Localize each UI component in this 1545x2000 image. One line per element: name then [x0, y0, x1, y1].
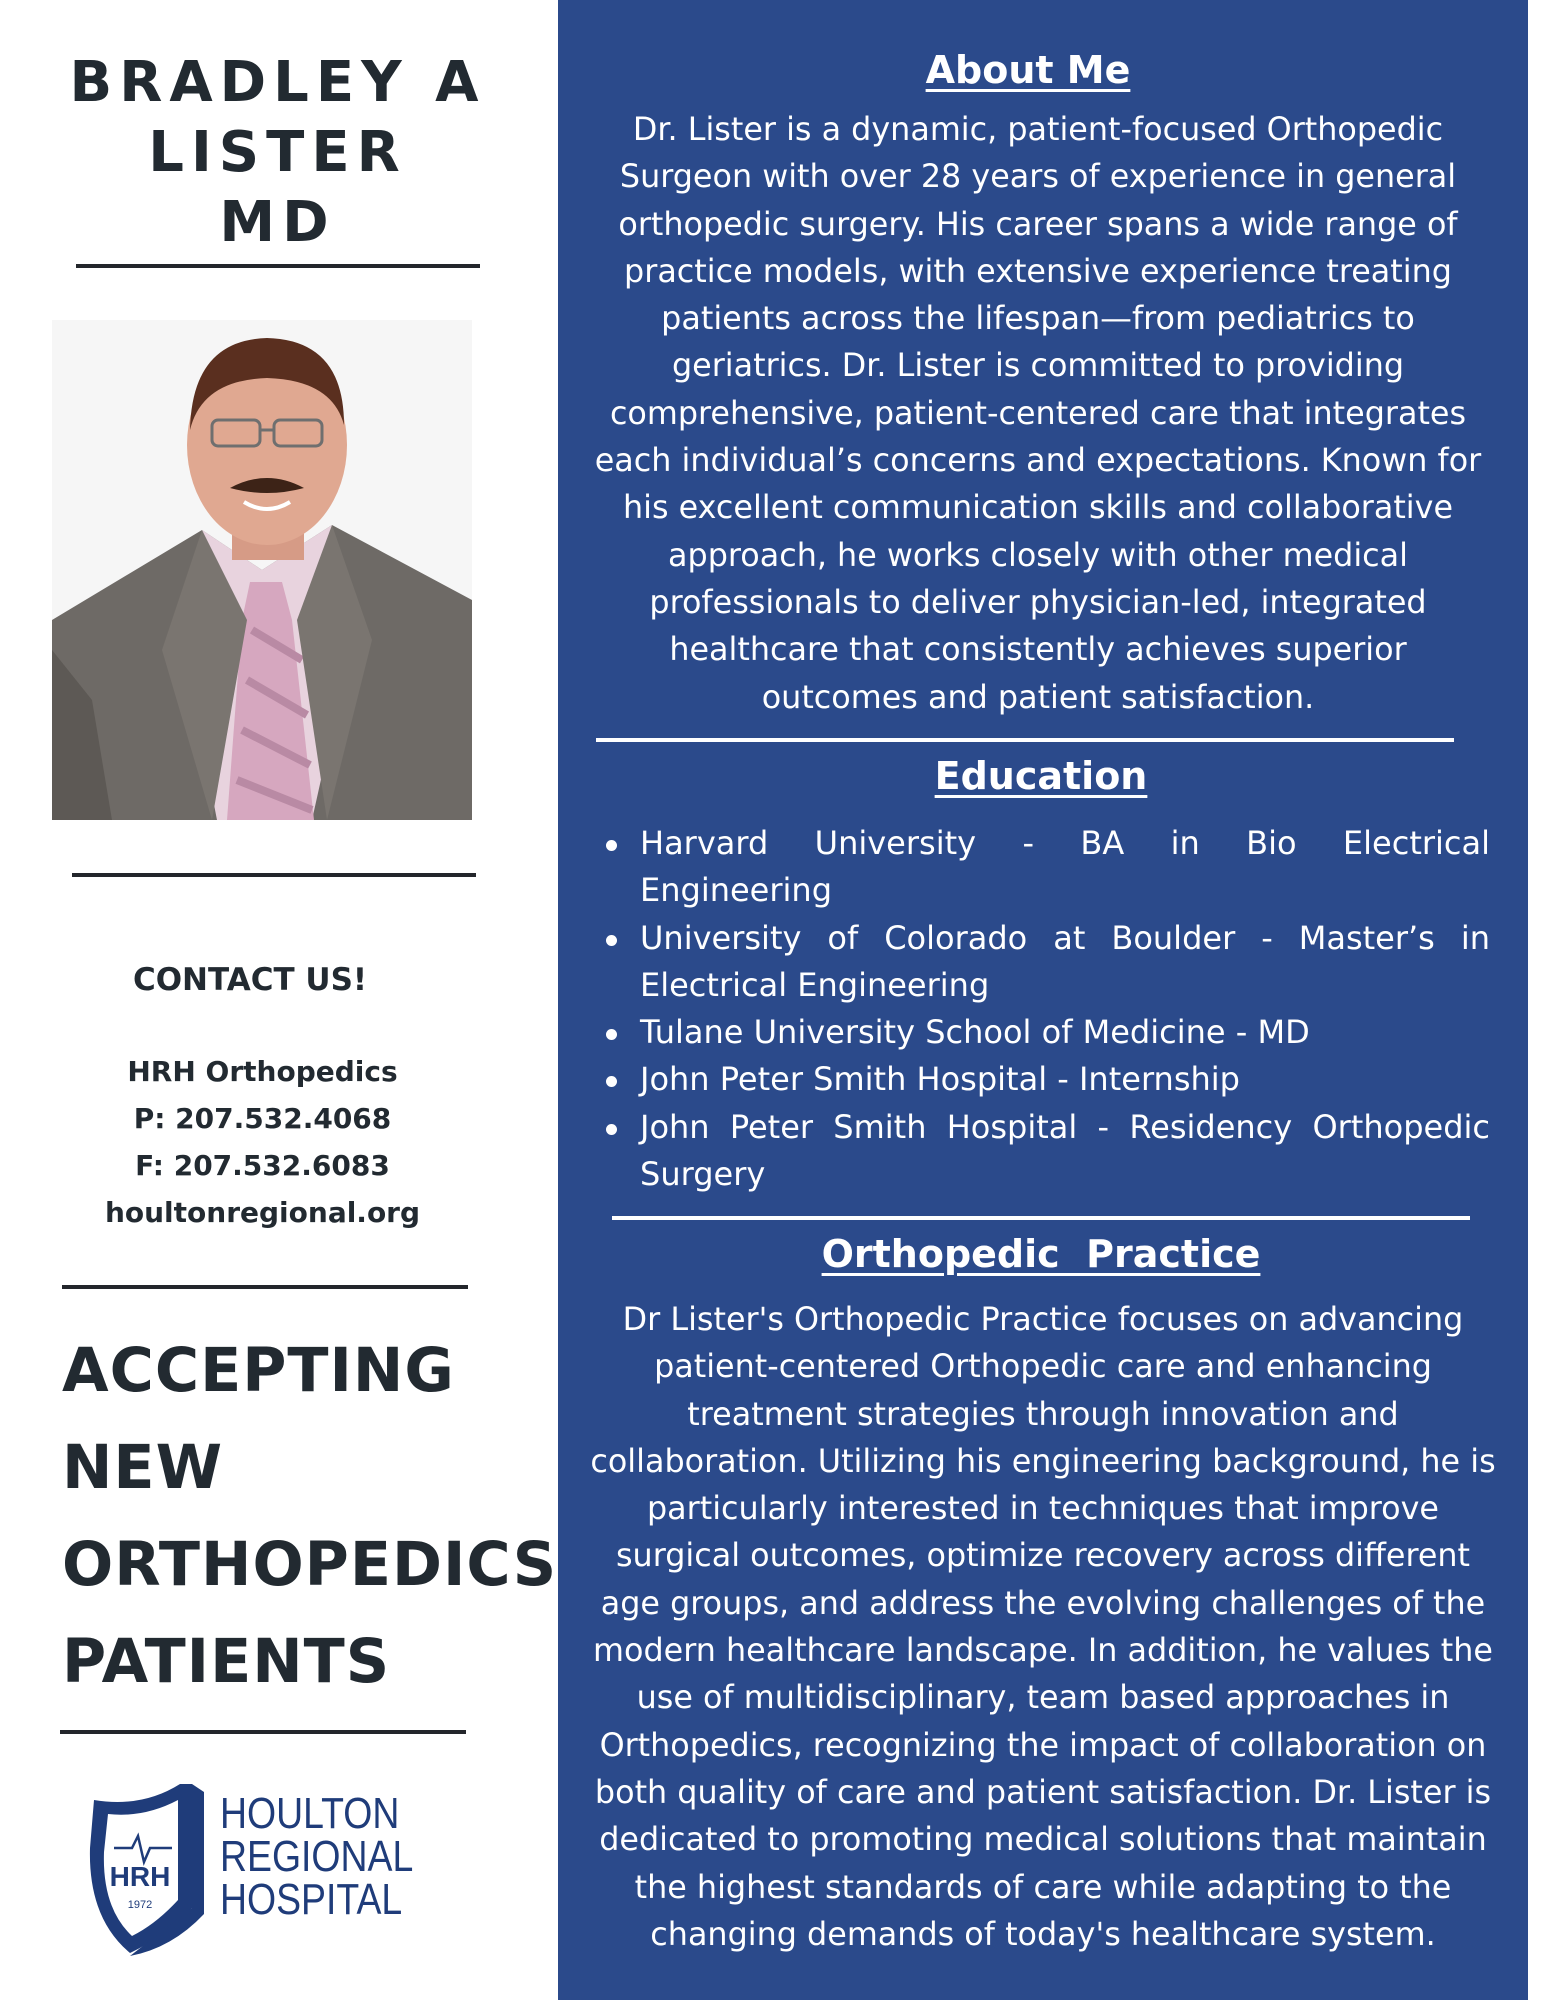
logo-line: HOSPITAL	[220, 1875, 403, 1924]
education-list	[600, 820, 1490, 1198]
divider	[60, 1730, 466, 1734]
practice-line: both quality of care and patient satisfaction. Dr. Lister is	[594, 1772, 1492, 1811]
doctor-name-line: MD	[219, 190, 336, 255]
logo-line: REGIONAL	[220, 1832, 414, 1881]
about-line: outcomes and patient satisfaction.	[761, 677, 1315, 716]
phone-number[interactable]: P: 207.532.4068	[133, 1102, 392, 1135]
practice-line: Dr Lister's Orthopedic Practice focuses on advancing	[622, 1300, 1464, 1338]
practice-text	[558, 1296, 1528, 1958]
about-line: his excellent communication skills and collaborative	[622, 488, 1454, 527]
education-line: Harvard University - BA in Bio Electrical	[640, 824, 1490, 862]
practice-line: age groups, and address the evolving challenges of the	[600, 1583, 1486, 1622]
education-item	[600, 1009, 1490, 1056]
divider	[596, 738, 1454, 742]
hospital-logo	[82, 1778, 442, 1958]
about-line: practice models, with extensive experience treating	[624, 251, 1452, 290]
svg-text:1972: 1972	[127, 1899, 153, 1911]
education-line: John Peter Smith Hospital - Internship	[640, 1060, 1240, 1099]
logo-line: HOULTON	[220, 1789, 400, 1838]
practice-line: treatment strategies through innovation and	[687, 1394, 1399, 1433]
contact-heading: CONTACT US!	[132, 962, 368, 998]
hospital-logo-text	[220, 1789, 414, 1924]
doctor-name-line: BRADLEY A	[69, 50, 486, 115]
organization-name: HRH Orthopedics	[127, 1055, 398, 1088]
education-title: Education	[934, 754, 1148, 798]
practice-line: the highest standards of care while adapting to the	[634, 1867, 1452, 1906]
about-line: geriatrics. Dr. Lister is committed to providing	[671, 346, 1405, 385]
doctor-name	[0, 48, 555, 258]
education-line: Engineering	[640, 871, 832, 910]
education-item	[600, 1104, 1490, 1199]
practice-line: collaboration. Utilizing his engineering background, he is	[590, 1441, 1496, 1480]
education-item	[600, 820, 1490, 915]
education-line: Tulane University School of Medicine - MD	[640, 1013, 1310, 1052]
portrait-illustration	[52, 320, 472, 820]
doctor-name-line: LISTER	[148, 120, 407, 185]
education-line: University of Colorado at Boulder - Master’s in	[640, 918, 1490, 957]
about-line: Dr. Lister is a dynamic, patient-focused Orthopedic	[632, 110, 1444, 148]
about-text	[558, 106, 1518, 721]
practice-line: patient-centered Orthopedic care and enhancing	[654, 1347, 1432, 1386]
practice-title: Orthopedic Practice	[821, 1232, 1261, 1276]
practice-line: dedicated to promoting medical solutions that maintain	[599, 1820, 1487, 1859]
about-line: professionals to deliver physician-led, integrated	[649, 582, 1427, 621]
about-line: healthcare that consistently achieves superior	[669, 630, 1407, 669]
education-item	[600, 1056, 1490, 1103]
about-title: About Me	[925, 48, 1131, 92]
svg-text:HRH: HRH	[109, 1861, 171, 1892]
banner-line: ACCEPTING	[62, 1335, 455, 1406]
doctor-photo	[52, 320, 472, 820]
practice-line: Orthopedics, recognizing the impact of collaboration on	[599, 1725, 1487, 1764]
about-line: approach, he works closely with other medical	[668, 535, 1408, 574]
education-line: John Peter Smith Hospital - Residency Orthopedic	[640, 1107, 1490, 1146]
contact-info	[40, 1048, 485, 1236]
practice-line: surgical outcomes, optimize recovery across different	[615, 1536, 1471, 1575]
left-column	[0, 0, 558, 2000]
practice-line: particularly interested in techniques that improve	[646, 1489, 1439, 1528]
about-line: patients across the lifespan—from pediatrics to	[661, 299, 1415, 338]
education-item	[600, 915, 1490, 1010]
education-line: Electrical Engineering	[640, 965, 990, 1004]
banner-line: ORTHOPEDICS	[62, 1529, 558, 1600]
practice-line: use of multidisciplinary, team based approaches in	[636, 1678, 1450, 1717]
banner-line: NEW	[62, 1432, 224, 1503]
about-line: Surgeon with over 28 years of experience in general	[619, 157, 1457, 196]
website-link[interactable]: houltonregional.org	[104, 1196, 421, 1229]
practice-line: modern healthcare landscape. In addition, he values the	[593, 1631, 1493, 1670]
divider	[72, 873, 476, 877]
education-line: Surgery	[640, 1155, 766, 1194]
banner-line: PATIENTS	[62, 1626, 391, 1697]
divider	[76, 264, 480, 268]
about-line: comprehensive, patient-centered care that integrates	[609, 393, 1467, 432]
right-panel	[558, 0, 1528, 2000]
about-line: orthopedic surgery. His career spans a wide range of	[618, 204, 1458, 243]
accepting-patients-banner	[62, 1322, 563, 1710]
fax-number: F: 207.532.6083	[135, 1149, 390, 1182]
about-line: each individual’s concerns and expectations. Known for	[594, 441, 1482, 480]
divider	[62, 1285, 468, 1289]
divider	[612, 1216, 1470, 1220]
practice-line: changing demands of today's healthcare system.	[650, 1914, 1436, 1953]
